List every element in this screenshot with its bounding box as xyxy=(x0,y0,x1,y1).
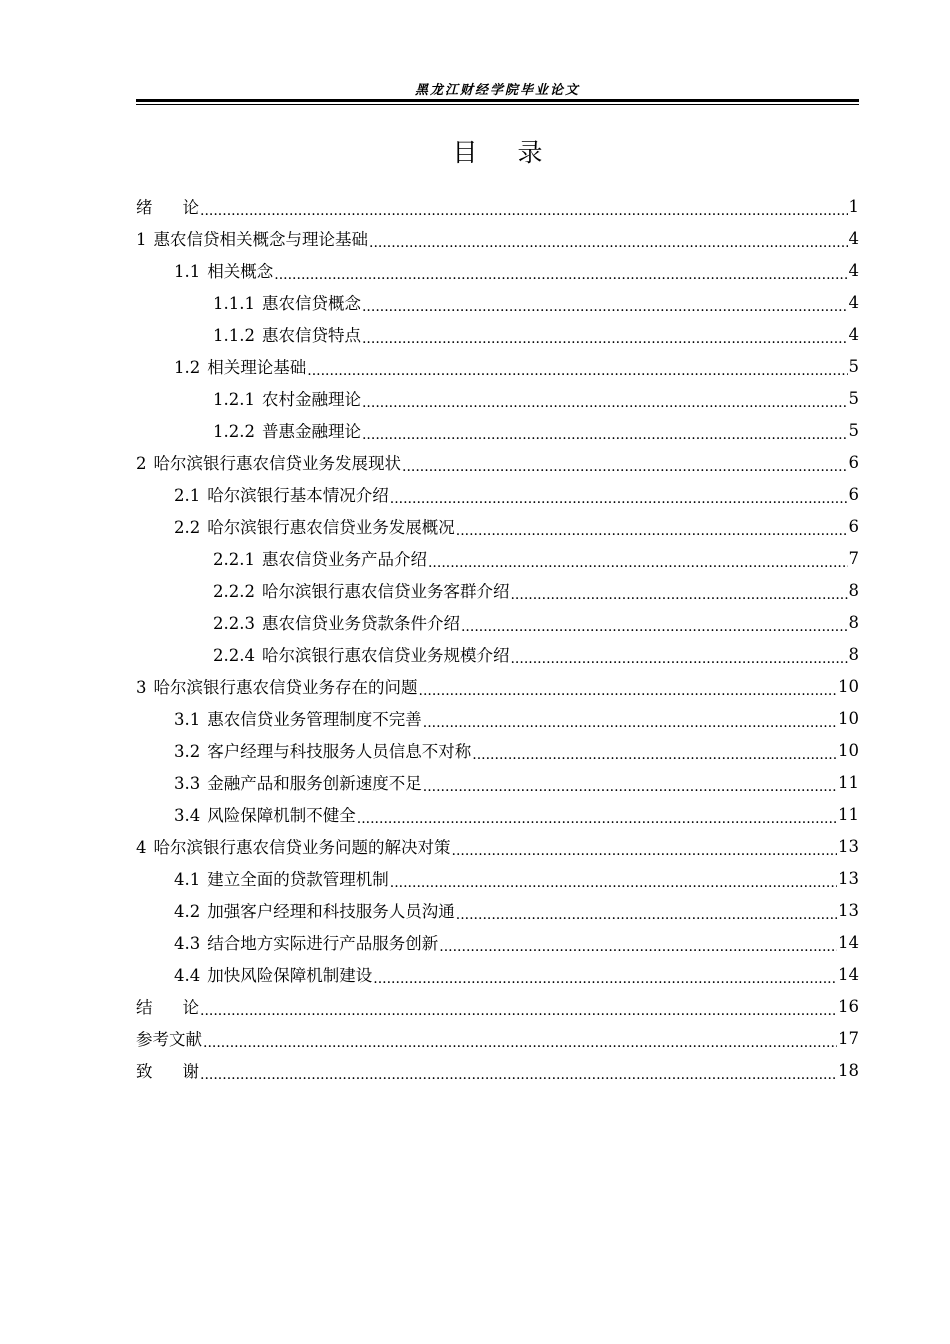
toc-entry-number: 4.4 xyxy=(174,966,201,985)
toc-page-number: 6 xyxy=(848,452,859,472)
toc-title-char: 录 xyxy=(517,138,543,167)
dot-leader xyxy=(200,1000,837,1019)
toc-entry-text: 建立全面的贷款管理机制 xyxy=(207,870,389,889)
toc-entry-label xyxy=(213,642,509,666)
toc-entry-label xyxy=(174,706,422,730)
toc-entry-label xyxy=(136,674,418,698)
header-rule-thin xyxy=(136,104,859,105)
toc-entry[interactable] xyxy=(136,318,859,350)
toc-page-number: 6 xyxy=(848,484,859,504)
toc-entry-label xyxy=(174,802,356,826)
toc-entry-number: 1.2.2 xyxy=(213,422,255,441)
toc-entry[interactable] xyxy=(136,670,859,702)
toc-entry-label xyxy=(174,962,372,986)
toc-page-number: 4 xyxy=(848,260,859,280)
toc-entry-label xyxy=(136,226,368,250)
toc-entry-text: 哈尔滨银行基本情况介绍 xyxy=(207,486,389,505)
toc-entry-text: 惠农信贷业务贷款条件介绍 xyxy=(261,614,460,633)
toc-entry-label xyxy=(213,322,361,346)
toc-entry-label xyxy=(136,1026,202,1050)
toc-entry-char: 谢 xyxy=(182,1062,199,1081)
dot-leader xyxy=(423,776,837,795)
toc-entry[interactable] xyxy=(136,510,859,542)
toc-page-number: 8 xyxy=(848,612,859,632)
toc-entry-text: 哈尔滨银行惠农信贷业务规模介绍 xyxy=(261,646,510,665)
toc-entry-label xyxy=(136,1058,199,1082)
toc-entry[interactable] xyxy=(136,606,859,638)
toc-entry[interactable] xyxy=(136,926,859,958)
toc-entry-label xyxy=(213,386,361,410)
toc-entry-label xyxy=(136,194,199,218)
dot-leader xyxy=(419,680,838,699)
toc-page-number: 8 xyxy=(848,580,859,600)
toc-entry-label xyxy=(213,610,460,634)
toc-entry[interactable] xyxy=(136,830,859,862)
toc-entry[interactable] xyxy=(136,542,859,574)
toc-entry[interactable] xyxy=(136,190,859,222)
toc-entry-text: 普惠金融理论 xyxy=(261,422,361,441)
toc-entry-label xyxy=(174,258,273,282)
toc-entry-number: 1 xyxy=(136,230,147,249)
toc-entry-number: 2.1 xyxy=(174,486,201,505)
toc-entry-number: 3.2 xyxy=(174,742,201,761)
toc-page-number: 4 xyxy=(848,324,859,344)
toc-entry-number: 3.3 xyxy=(174,774,201,793)
toc-entry-number: 2.2.1 xyxy=(213,550,255,569)
toc-entry-number: 4.1 xyxy=(174,870,201,889)
toc-entry-text: 惠农信贷概念 xyxy=(261,294,361,313)
toc-entry-label xyxy=(136,450,401,474)
toc-entry[interactable] xyxy=(136,894,859,926)
toc-page-number: 14 xyxy=(838,964,859,984)
toc-entry-text: 惠农信贷相关概念与理论基础 xyxy=(153,230,368,249)
toc-entry-text: 农村金融理论 xyxy=(261,390,361,409)
toc-page-number: 4 xyxy=(848,228,859,248)
toc-page-number: 1 xyxy=(848,196,859,216)
toc-entry-number: 1.1.2 xyxy=(213,326,255,345)
toc-entry-text: 哈尔滨银行惠农信贷业务发展概况 xyxy=(207,518,455,537)
toc-entry-label xyxy=(213,578,509,602)
dot-leader xyxy=(362,328,848,347)
toc-page-number: 5 xyxy=(848,420,859,440)
toc-entry-number: 4.3 xyxy=(174,934,201,953)
toc-entry[interactable] xyxy=(136,574,859,606)
toc-entry-number: 2.2.2 xyxy=(213,582,255,601)
toc-entry-text: 哈尔滨银行惠农信贷业务问题的解决对策 xyxy=(153,838,451,857)
toc-entry-number: 1.2.1 xyxy=(213,390,255,409)
running-header: 黑龙江财经学院毕业论文 xyxy=(414,83,580,98)
toc-entry-text: 哈尔滨银行惠农信贷业务发展现状 xyxy=(153,454,401,473)
dot-leader xyxy=(452,840,838,859)
toc-entry[interactable] xyxy=(136,862,859,894)
toc-entry-text: 加强客户经理和科技服务人员沟通 xyxy=(207,902,455,921)
dot-leader xyxy=(472,744,837,763)
dot-leader xyxy=(510,648,847,667)
toc-page-number: 13 xyxy=(838,836,859,856)
dot-leader xyxy=(390,488,848,507)
toc-entry-text: 结合地方实际进行产品服务创新 xyxy=(207,934,439,953)
dot-leader xyxy=(203,1032,837,1051)
dot-leader xyxy=(461,616,848,635)
toc-title xyxy=(136,133,859,169)
toc-entry[interactable] xyxy=(136,638,859,670)
toc-page-number: 13 xyxy=(838,900,859,920)
toc-entry-label xyxy=(174,930,438,954)
toc-entry[interactable] xyxy=(136,446,859,478)
dot-leader xyxy=(439,936,837,955)
toc-page-number: 6 xyxy=(848,516,859,536)
dot-leader xyxy=(307,360,847,379)
toc-entry-number: 3.4 xyxy=(174,806,201,825)
toc-entry[interactable] xyxy=(136,382,859,414)
toc-page-number: 13 xyxy=(838,868,859,888)
dot-leader xyxy=(369,232,848,251)
toc-entry-char: 绪 xyxy=(136,198,153,217)
toc-entry-text: 惠农信贷特点 xyxy=(261,326,361,345)
toc-entry[interactable] xyxy=(136,286,859,318)
toc-entry[interactable] xyxy=(136,222,859,254)
toc-page-number: 8 xyxy=(848,644,859,664)
dot-leader xyxy=(510,584,847,603)
dot-leader xyxy=(456,520,848,539)
dot-leader xyxy=(362,392,848,411)
toc-entry-text: 相关理论基础 xyxy=(207,358,307,377)
toc-entry-char: 致 xyxy=(136,1062,153,1081)
toc-entry-text: 加快风险保障机制建设 xyxy=(207,966,373,985)
toc-entry-label xyxy=(174,514,455,538)
toc-page-number: 5 xyxy=(848,388,859,408)
dot-leader xyxy=(428,552,848,571)
toc-entry-number: 4 xyxy=(136,838,147,857)
toc-page-number: 11 xyxy=(838,804,859,824)
toc-entry[interactable] xyxy=(136,1022,859,1054)
toc-entry-text: 风险保障机制不健全 xyxy=(207,806,356,825)
dot-leader xyxy=(274,264,847,283)
toc-title-char: 目 xyxy=(452,138,478,167)
toc-page-number: 14 xyxy=(838,932,859,952)
toc-entry-number: 2.2.4 xyxy=(213,646,255,665)
toc-entry[interactable] xyxy=(136,798,859,830)
toc-entry-label xyxy=(174,738,471,762)
toc-entry-label xyxy=(213,546,427,570)
toc-page-number: 10 xyxy=(838,676,859,696)
toc-entry-char: 论 xyxy=(182,998,199,1017)
toc-entry-label xyxy=(174,482,389,506)
toc-entry-text: 哈尔滨银行惠农信贷业务存在的问题 xyxy=(153,678,418,697)
dot-leader xyxy=(373,968,837,987)
dot-leader xyxy=(402,456,848,475)
dot-leader xyxy=(390,872,837,891)
toc-entry-label xyxy=(174,866,389,890)
toc-entry-char: 论 xyxy=(182,198,199,217)
dot-leader xyxy=(357,808,837,827)
dot-leader xyxy=(456,904,837,923)
toc-entry[interactable] xyxy=(136,958,859,990)
toc-entry-char: 结 xyxy=(136,998,153,1017)
header-rule-thick xyxy=(136,99,859,102)
dot-leader xyxy=(200,200,848,219)
toc-entry-number: 3 xyxy=(136,678,147,697)
toc-entry[interactable] xyxy=(136,990,859,1022)
toc-entry[interactable] xyxy=(136,350,859,382)
toc-entry-text: 惠农信贷业务管理制度不完善 xyxy=(207,710,422,729)
toc-entry[interactable] xyxy=(136,766,859,798)
toc-entry-label xyxy=(174,354,306,378)
toc-entry[interactable] xyxy=(136,702,859,734)
toc-entry-text: 相关概念 xyxy=(207,262,274,281)
toc-entry-number: 2.2.3 xyxy=(213,614,255,633)
toc-entry-label xyxy=(174,898,455,922)
dot-leader xyxy=(362,296,848,315)
toc-page-number: 17 xyxy=(838,1028,859,1048)
dot-leader xyxy=(423,712,837,731)
toc-entry[interactable] xyxy=(136,254,859,286)
toc-entry-label xyxy=(213,290,361,314)
toc-entry-number: 2.2 xyxy=(174,518,201,537)
toc-entry-number: 3.1 xyxy=(174,710,201,729)
toc-entry-number: 1.1 xyxy=(174,262,201,281)
toc-entry-number: 1.2 xyxy=(174,358,201,377)
toc-entry-number: 2 xyxy=(136,454,147,473)
toc-page-number: 10 xyxy=(838,740,859,760)
toc-entry[interactable] xyxy=(136,734,859,766)
toc-entry[interactable] xyxy=(136,1054,859,1086)
toc-entry[interactable] xyxy=(136,478,859,510)
toc-entry-text: 客户经理与科技服务人员信息不对称 xyxy=(207,742,472,761)
toc-entry-label xyxy=(136,994,199,1018)
toc-page-number: 10 xyxy=(838,708,859,728)
toc-entry-text: 哈尔滨银行惠农信贷业务客群介绍 xyxy=(261,582,510,601)
toc-page-number: 16 xyxy=(838,996,859,1016)
dot-leader xyxy=(362,424,848,443)
toc-entry-label xyxy=(136,834,451,858)
toc-entry-number: 4.2 xyxy=(174,902,201,921)
toc-page-number: 11 xyxy=(838,772,859,792)
dot-leader xyxy=(200,1064,837,1083)
toc-entry-text: 惠农信贷业务产品介绍 xyxy=(261,550,427,569)
toc-entry-label xyxy=(213,418,361,442)
toc-entry-text: 金融产品和服务创新速度不足 xyxy=(207,774,422,793)
toc-entry-label xyxy=(174,770,422,794)
toc-entry-text: 参考文献 xyxy=(136,1030,202,1049)
toc-entry[interactable] xyxy=(136,414,859,446)
toc-page-number: 7 xyxy=(848,548,859,568)
toc-page-number: 4 xyxy=(848,292,859,312)
toc-page-number: 5 xyxy=(848,356,859,376)
toc-page-number: 18 xyxy=(838,1060,859,1080)
table-of-contents xyxy=(136,190,859,1086)
toc-entry-number: 1.1.1 xyxy=(213,294,255,313)
